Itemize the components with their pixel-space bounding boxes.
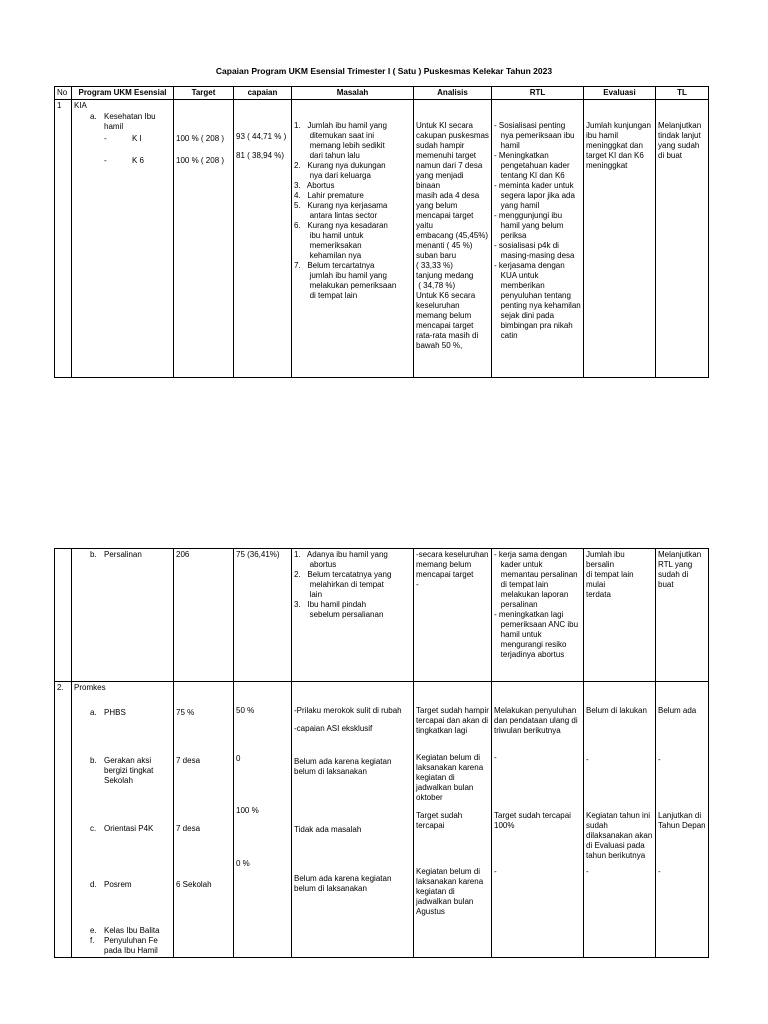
persalinan-masalah-line: sebelum persalianan xyxy=(294,610,384,619)
persalinan-masalah-line: lain xyxy=(294,590,323,599)
persalinan-masalah-line: 2. Belum tercatatnya yang xyxy=(294,570,392,579)
kia-rtl-line: bimbingan pra nikah xyxy=(494,321,573,330)
kia-masalah-line: jumlah ibu hamil yang xyxy=(294,271,387,280)
kia-rtl-line: segera lapor jika ada xyxy=(494,191,575,200)
promkes-masalah-cell xyxy=(292,682,414,958)
kia-rtl-line: - menggunjungi ibu xyxy=(494,211,563,220)
kia-k1-dash: - xyxy=(104,134,107,143)
gerakan-label-2: bergizi tingkat xyxy=(104,766,154,775)
orientasi-rtl-line: 100% xyxy=(494,821,515,830)
posrem-analisis-line: laksanakan karena xyxy=(416,877,484,886)
kia-masalah-line: dari tahun lalu xyxy=(294,151,360,160)
kia-analisis-line: masih ada 4 desa xyxy=(416,191,480,200)
posrem-sub: d. xyxy=(90,880,97,889)
orientasi-capaian: 100 % xyxy=(236,806,259,815)
header-row xyxy=(55,87,709,100)
persalinan-rtl-line: pemeriksaan ANC ibu xyxy=(494,620,579,629)
kia-analisis-line: ( 34,78 %) xyxy=(416,281,456,290)
header-program: Program UKM Esensial xyxy=(72,87,174,100)
kia-analisis-line: menanti ( 45 %) xyxy=(416,241,473,250)
persalinan-evaluasi-line: di tempat lain mulai xyxy=(586,570,636,589)
posrem-analisis-line: Agustus xyxy=(416,907,445,916)
page-title: Capaian Program UKM Esensial Trimester I ( Satu ) Puskesmas Kelekar Tahun 2023 xyxy=(215,66,553,76)
kia-rtl-line: - Meningkatkan xyxy=(494,151,549,160)
header-no: No xyxy=(55,87,72,100)
persalinan-masalah-line: 1. Adanya ibu hamil yang xyxy=(294,550,388,559)
kia-tl-cell xyxy=(656,100,709,378)
kia-masalah-line: melakukan pemeriksaan xyxy=(294,281,397,290)
persalinan-tl-cell xyxy=(656,549,709,682)
gerakan-rtl: - xyxy=(494,753,497,762)
persalinan-analisis-line: memang belum xyxy=(416,560,472,569)
phbs-target: 75 % xyxy=(176,708,195,717)
kia-rtl-line: - Sosialisasi penting xyxy=(494,121,566,130)
persalinan-rtl-line: memantau persalinan xyxy=(494,570,578,579)
kia-tl-line: di buat xyxy=(658,151,683,160)
kia-masalah-line: di tempat lain xyxy=(294,291,358,300)
phbs-analisis-line: tercapai dan akan di xyxy=(416,716,489,725)
kia-masalah-line: 4. Lahir premature xyxy=(294,191,364,200)
kelas-sub: e. xyxy=(90,926,97,935)
orientasi-evaluasi-line: sudah xyxy=(586,821,608,830)
gerakan-masalah-2: belum di laksanakan xyxy=(294,767,367,776)
kia-analisis-line: Untuk KI secara xyxy=(416,121,473,130)
kia-analisis-line: bawah 50 %, xyxy=(416,341,463,350)
persalinan-program-cell xyxy=(72,549,174,682)
phbs-analisis-line: tingkatkan lagi xyxy=(416,726,468,735)
orientasi-target: 7 desa xyxy=(176,824,201,833)
phbs-rtl-line: triwulan berikutnya xyxy=(494,726,561,735)
orientasi-evaluasi-line: tahun berikutnya xyxy=(586,851,646,860)
persalinan-no xyxy=(55,549,72,682)
gerakan-label-1: Gerakan aksi xyxy=(104,756,152,765)
orientasi-rtl-line: Target sudah tercapai xyxy=(494,811,571,820)
kia-rtl-line: - sosialisasi p4k di xyxy=(494,241,559,250)
kia-target-k1: 100 % ( 208 ) xyxy=(176,134,225,143)
promkes-capaian-cell xyxy=(234,682,292,958)
persalinan-evaluasi-line: terdata xyxy=(586,590,611,599)
phbs-rtl-line: Melakukan penyuluhan xyxy=(494,706,577,715)
kia-capaian-cell xyxy=(234,100,292,378)
persalinan-target: 206 xyxy=(174,549,234,682)
kia-rtl-line: yang hamil xyxy=(494,201,540,210)
kia-tl-line: Melanjutkan xyxy=(658,121,702,130)
kia-analisis-line: rata-rata masih di xyxy=(416,331,479,340)
kia-evaluasi-cell xyxy=(584,100,656,378)
kia-sub-a: a. xyxy=(90,112,97,121)
orientasi-evaluasi-line: di Evaluasi pada xyxy=(586,841,645,850)
table-row-promkes xyxy=(55,682,709,958)
kia-rtl-line: catin xyxy=(494,331,518,340)
orientasi-evaluasi-line: Kegiatan tahun ini xyxy=(586,811,651,820)
persalinan-masalah-cell xyxy=(292,549,414,682)
kia-masalah-line: memang lebih sedikit xyxy=(294,141,385,150)
kia-evaluasi-line: Jumlah kunjungan xyxy=(586,121,651,130)
orientasi-tl-line: Lanjutkan di xyxy=(658,811,702,820)
kia-analisis-line: Untuk K6 secara xyxy=(416,291,476,300)
phbs-capaian: 50 % xyxy=(236,706,255,715)
header-capaian: capaian xyxy=(234,87,292,100)
persalinan-label: Persalinan xyxy=(104,550,142,559)
promkes-analisis-cell xyxy=(414,682,492,958)
promkes-name: Promkes xyxy=(74,683,106,692)
orientasi-evaluasi-line: dilaksanakan akan xyxy=(586,831,653,840)
gerakan-label-3: Sekolah xyxy=(104,776,133,785)
kia-analisis-line: sudah hampir xyxy=(416,141,465,150)
kia-rtl-line: hamil xyxy=(494,141,520,150)
header-evaluasi: Evaluasi xyxy=(584,87,656,100)
kia-evaluasi-line: ibu hamil xyxy=(586,131,619,140)
kia-masalah-line: nya dari keluarga xyxy=(294,171,371,180)
kia-program-cell xyxy=(72,100,174,378)
posrem-masalah-2: belum di laksanakan xyxy=(294,884,367,893)
capaian-table-1 xyxy=(54,86,709,378)
gerakan-masalah-1: Belum ada karena kegiatan xyxy=(294,757,392,766)
persalinan-tl-line: sudah di buat xyxy=(658,570,691,589)
persalinan-sub: b. xyxy=(90,550,97,559)
posrem-masalah-1: Belum ada karena kegiatan xyxy=(294,874,392,883)
persalinan-masalah-line: 3. Ibu hamil pindah xyxy=(294,600,367,609)
persalinan-rtl-line: terjadinya abortus xyxy=(494,650,565,659)
promkes-evaluasi-cell xyxy=(584,682,656,958)
kia-rtl-line: tentang KI dan K6 xyxy=(494,171,565,180)
gerakan-evaluasi: - xyxy=(586,755,589,764)
kia-rtl-line: KUA untuk xyxy=(494,271,539,280)
phbs-label: PHBS xyxy=(104,708,126,717)
kia-name: KIA xyxy=(74,101,87,110)
posrem-label: Posrem xyxy=(104,880,132,889)
kia-analisis-line: cakupan puskesmas xyxy=(416,131,489,140)
header-rtl: RTL xyxy=(492,87,584,100)
kia-analisis-line: yang belum xyxy=(416,201,458,210)
kia-masalah-line: 6. Kurang nya kesadaran xyxy=(294,221,388,230)
kia-tl-line: tindak lanjut xyxy=(658,131,701,140)
kia-analisis-line: tanjung medang xyxy=(416,271,474,280)
persalinan-analisis-line: - xyxy=(416,580,419,589)
header-target: Target xyxy=(174,87,234,100)
kia-capaian-k1: 93 ( 44,71 % ) xyxy=(236,132,287,141)
table-row-persalinan xyxy=(55,549,709,682)
kelas-label: Kelas Ibu Balita xyxy=(104,926,160,935)
posrem-capaian: 0 % xyxy=(236,859,250,868)
orientasi-masalah: Tidak ada masalah xyxy=(294,825,362,834)
persalinan-rtl-line: di tempat lain xyxy=(494,580,549,589)
orientasi-sub: c. xyxy=(90,824,97,833)
kia-masalah-line: ibu hamil untuk xyxy=(294,231,364,240)
kia-tl-line: yang sudah xyxy=(658,141,700,150)
kia-analisis-line: embacang (45,45%) xyxy=(416,231,489,240)
kia-sub-a-label-1: Kesehatan Ibu xyxy=(104,112,156,121)
kia-analisis-line: namun dari 7 desa xyxy=(416,161,483,170)
kia-rtl-cell xyxy=(492,100,584,378)
gerakan-target: 7 desa xyxy=(176,756,201,765)
phbs-rtl-line: dan pendataan ulang di xyxy=(494,716,578,725)
kia-rtl-line: sejak dini pada xyxy=(494,311,555,320)
promkes-rtl-cell xyxy=(492,682,584,958)
persalinan-analisis-line: -secara keseluruhan xyxy=(416,550,489,559)
kia-evaluasi-line: meninggkat xyxy=(586,161,628,170)
persalinan-tl-line: RTL yang xyxy=(658,560,693,569)
posrem-analisis-line: Kegiatan belum di xyxy=(416,867,481,876)
promkes-target-cell xyxy=(174,682,234,958)
gerakan-tl: - xyxy=(658,755,661,764)
posrem-target: 6 Sekolah xyxy=(176,880,212,889)
table-row-kia xyxy=(55,100,709,378)
kia-masalah-line: 1. Jumlah ibu hamil yang xyxy=(294,121,387,130)
kia-analisis-line: keseluruhan xyxy=(416,301,460,310)
header-analisis: Analisis xyxy=(414,87,492,100)
kia-masalah-line: 7. Belum tercartatnya xyxy=(294,261,375,270)
kia-rtl-line: - kerjasama dengan xyxy=(494,261,565,270)
phbs-masalah-1: -Prilaku merokok sulit di rubah xyxy=(294,706,402,715)
persalinan-analisis-line: mencapai target xyxy=(416,570,474,579)
kia-rtl-line: masing-masing desa xyxy=(494,251,575,260)
kia-rtl-line: penting nya kehamilan xyxy=(494,301,581,310)
persalinan-rtl-line: melakukan laporan xyxy=(494,590,569,599)
kia-rtl-line: penyuluhan tentang xyxy=(494,291,571,300)
kia-evaluasi-line: target KI dan K6 xyxy=(586,151,644,160)
kia-analisis-line: yang menjadi binaan xyxy=(416,171,466,190)
kia-analisis-cell xyxy=(414,100,492,378)
penyuluhan-sub: f. xyxy=(90,936,95,945)
kia-target-k6: 100 % ( 208 ) xyxy=(176,156,225,165)
kia-analisis-line: memenuhi target xyxy=(416,151,477,160)
kia-rtl-line: - meminta kader untuk xyxy=(494,181,574,190)
gerakan-capaian: 0 xyxy=(236,754,241,763)
persalinan-rtl-line: - kerja sama dengan xyxy=(494,550,567,559)
kia-masalah-line: 2. Kurang nya dukungan xyxy=(294,161,386,170)
kia-target-cell xyxy=(174,100,234,378)
orientasi-label: Orientasi P4K xyxy=(104,824,154,833)
kia-capaian-k6: 81 ( 38,94 %) xyxy=(236,151,285,160)
gerakan-analisis-line: oktober xyxy=(416,793,443,802)
kia-k6-label: K 6 xyxy=(132,156,145,165)
gerakan-sub: b. xyxy=(90,756,97,765)
persalinan-rtl-line: - meningkatkan lagi xyxy=(494,610,564,619)
kia-masalah-line: ditemukan saat ini xyxy=(294,131,375,140)
kia-no: 1 xyxy=(55,100,72,378)
gerakan-analisis-line: jadwalkan bulan xyxy=(416,783,474,792)
posrem-rtl: - xyxy=(494,867,497,876)
gerakan-analisis-line: laksanakan karena xyxy=(416,763,484,772)
kia-analisis-line: mencapai target xyxy=(416,321,474,330)
persalinan-rtl-line: persalinan xyxy=(494,600,538,609)
kia-rtl-line: nya pemeriksaan ibu xyxy=(494,131,575,140)
persalinan-rtl-cell xyxy=(492,549,584,682)
phbs-sub: a. xyxy=(90,708,97,717)
orientasi-analisis-line: tercapai xyxy=(416,821,445,830)
kia-masalah-line: 3. Abortus xyxy=(294,181,335,190)
kia-rtl-line: memberikan xyxy=(494,281,545,290)
header-masalah: Masalah xyxy=(292,87,414,100)
persalinan-rtl-line: kader untuk xyxy=(494,560,543,569)
kia-masalah-cell xyxy=(292,100,414,378)
orientasi-tl-line: Tahun Depan xyxy=(658,821,706,830)
penyuluhan-label-2: pada Ibu Hamil xyxy=(104,946,158,955)
capaian-table-2 xyxy=(54,548,709,958)
persalinan-tl-line: Melanjutkan xyxy=(658,550,702,559)
kia-rtl-line: pengetahuan kader xyxy=(494,161,570,170)
kia-k6-dash: - xyxy=(104,156,107,165)
persalinan-rtl-line: hamil untuk xyxy=(494,630,542,639)
persalinan-analisis-cell xyxy=(414,549,492,682)
kia-evaluasi-line: meninggkat dan xyxy=(586,141,643,150)
posrem-analisis-line: kegiatan di xyxy=(416,887,455,896)
kia-analisis-line: ( 33,33 %) xyxy=(416,261,453,270)
persalinan-evaluasi-cell xyxy=(584,549,656,682)
gerakan-analisis-line: Kegiatan belum di xyxy=(416,753,481,762)
kia-analisis-line: mencapai target xyxy=(416,211,474,220)
kia-sub-a-label-2: hamil xyxy=(104,122,124,131)
phbs-evaluasi: Belum di lakukan xyxy=(586,706,647,715)
orientasi-analisis-line: Target sudah xyxy=(416,811,463,820)
kia-rtl-line: periksa xyxy=(494,231,527,240)
kia-analisis-line: suban baru xyxy=(416,251,457,260)
gerakan-analisis-line: kegiatan di xyxy=(416,773,455,782)
posrem-evaluasi: - xyxy=(586,867,589,876)
phbs-masalah-2: -capaian ASI eksklusif xyxy=(294,724,373,733)
phbs-tl: Belum ada xyxy=(658,706,697,715)
kia-analisis-line: yaitu xyxy=(416,221,433,230)
kia-k1-label: K I xyxy=(132,134,142,143)
kia-analisis-line: memang belum xyxy=(416,311,472,320)
kia-rtl-line: hamil yang belum xyxy=(494,221,564,230)
persalinan-masalah-line: melahirkan di tempat xyxy=(294,580,384,589)
phbs-analisis-line: Target sudah hampir xyxy=(416,706,489,715)
penyuluhan-label-1: Penyuluhan Fe xyxy=(104,936,158,945)
persalinan-masalah-line: abortus xyxy=(294,560,337,569)
kia-masalah-line: 5. Kurang nya kerjasama xyxy=(294,201,388,210)
promkes-no: 2. xyxy=(55,682,72,958)
promkes-tl-cell xyxy=(656,682,709,958)
header-tl: TL xyxy=(656,87,709,100)
kia-masalah-line: antara lintas sector xyxy=(294,211,378,220)
posrem-tl: - xyxy=(658,867,661,876)
persalinan-capaian: 75 (36,41%) xyxy=(234,549,292,682)
persalinan-evaluasi-line: Jumlah ibu bersalin xyxy=(586,550,627,569)
posrem-analisis-line: jadwalkan bulan xyxy=(416,897,474,906)
persalinan-rtl-line: mengurangi resiko xyxy=(494,640,567,649)
kia-masalah-line: kehamilan nya xyxy=(294,251,362,260)
promkes-program-cell xyxy=(72,682,174,958)
kia-masalah-line: memeriksakan xyxy=(294,241,362,250)
